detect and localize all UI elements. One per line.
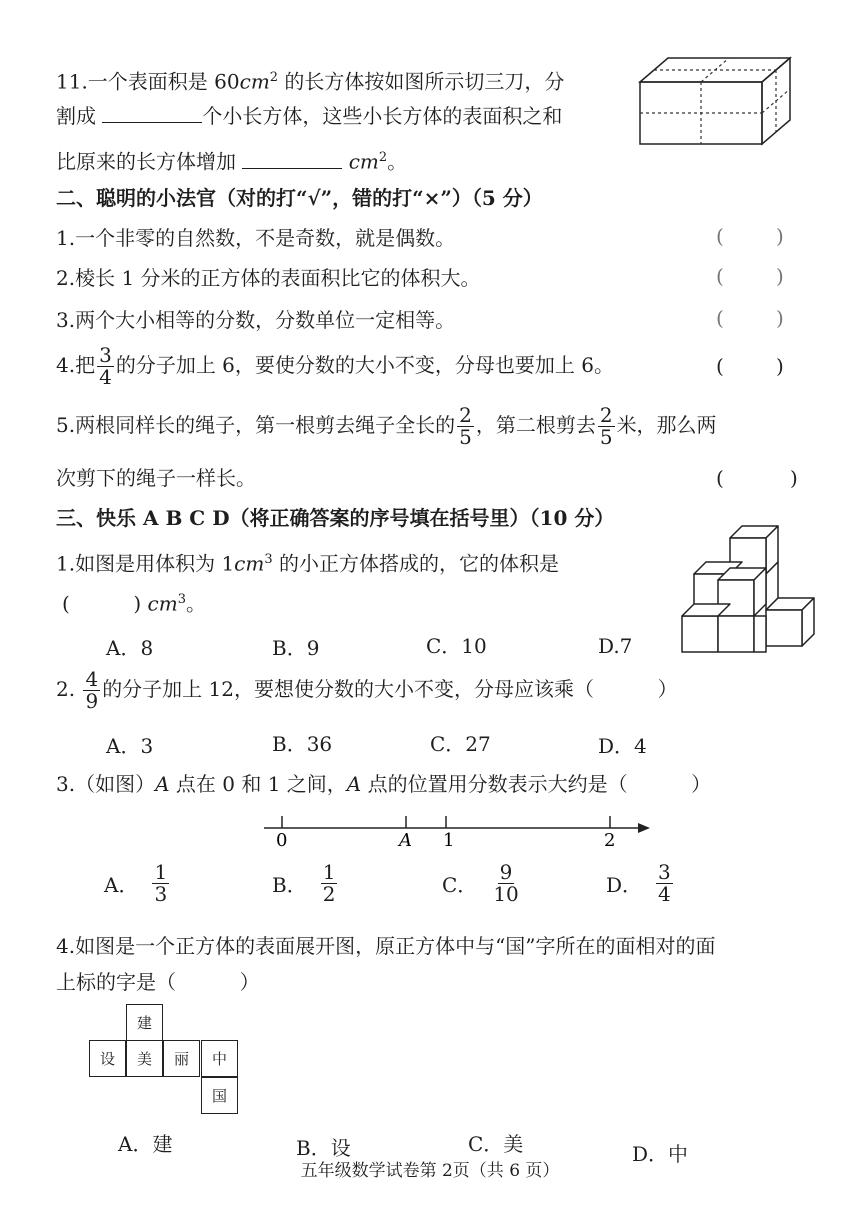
q11-blank-2[interactable] [242, 150, 342, 169]
s3-q1-line2-sup: 3 [177, 592, 186, 607]
s2-q4-b: 的分子加上 6，要使分数的大小不变，分母也要加上 6。 [115, 353, 614, 377]
s3-q2-option-c[interactable]: C．27 [430, 732, 491, 756]
s3-q3-option-b[interactable] [272, 862, 339, 905]
s3-q1-a: 1.如图是用体积为 1 [56, 551, 235, 576]
net-cell-row-4: 中 [201, 1040, 238, 1077]
s2-answer-paren-1-open[interactable]: ( [716, 224, 724, 248]
frac-num: 2 [459, 403, 472, 427]
frac-num: 9 [499, 860, 513, 884]
s3-q1-option-c[interactable]: C．10 [426, 634, 487, 658]
s3-q2-option-d[interactable]: D．4 [598, 734, 647, 758]
s3-q3-a: 3.（如图） [56, 772, 156, 796]
s3-q3-option-a[interactable] [104, 862, 171, 905]
s3-q1-sup: 3 [264, 552, 273, 567]
q11-line1 [56, 66, 564, 94]
q11-text-a: 11.一个表面积是 60 [56, 69, 240, 94]
s3-q2-text: 的分子加上 12，要想使分数的大小不变，分母应该乘（ ） [102, 677, 678, 701]
s2-q5-a: 5.两根同样长的绳子，第一根剪去绳子全长的 [56, 413, 456, 437]
frac-num: 1 [154, 860, 168, 884]
s3-q4-option-d[interactable]: D．中 [632, 1142, 689, 1166]
net-cell-row-2: 美 [126, 1040, 163, 1077]
s3-q3-b: 点在 0 和 1 之间， [169, 772, 347, 796]
opt-letter: A． [104, 873, 139, 897]
cuboid-cut-figure [636, 52, 796, 152]
s2-answer-paren-3-open[interactable]: ( [716, 306, 724, 330]
section2-heading: 二、聪明的小法官（对的打“√”，错的打“×”）（5 分） [56, 186, 543, 210]
frac-num: 3 [99, 343, 112, 367]
q11-line3-unit: cm [348, 149, 379, 174]
s3-q2-prefix: 2. [56, 677, 76, 701]
s3-q3-var-a2: A [346, 772, 362, 796]
frac-den: 5 [599, 425, 613, 449]
s3-q1-line2-end: 。 [186, 591, 206, 616]
opt-fraction [152, 862, 169, 905]
frac-den: 5 [459, 425, 472, 449]
s3-q3-option-c[interactable] [442, 862, 523, 905]
frac-num: 1 [322, 860, 336, 884]
s2-q5-b: ，第二根剪去 [475, 413, 596, 437]
s2-answer-paren-4-close[interactable]: ) [776, 354, 784, 378]
nl-label-a: A [399, 830, 412, 851]
q11-line2-b: 个小长方体，这些小长方体的表面积之和 [202, 104, 563, 128]
s3-q3-var-a: A [155, 772, 170, 796]
opt-letter: D． [606, 873, 643, 897]
frac-den: 4 [658, 882, 671, 906]
section3-heading: 三、快乐 A B C D（将正确答案的序号填在括号里）（10 分） [56, 506, 615, 530]
frac-den: 3 [154, 882, 168, 906]
q11-line3-a: 比原来的长方体增加 [56, 149, 236, 174]
s3-q2-option-a[interactable]: A．3 [106, 734, 154, 758]
s3-q1-line2-unit: cm [147, 591, 178, 616]
frac-den: 4 [99, 365, 112, 389]
s3-q1-line2 [62, 588, 206, 616]
fraction-4-9 [83, 669, 100, 712]
s3-q4-option-b[interactable]: B．设 [296, 1136, 351, 1160]
s3-q1-option-a[interactable]: A．8 [106, 636, 154, 660]
s3-q1-answer-paren[interactable]: ( ) [62, 591, 142, 616]
q11-line2 [56, 104, 562, 128]
q11-line3-end: 。 [387, 149, 408, 174]
frac-num: 4 [85, 667, 99, 691]
net-cell-row-1: 设 [89, 1040, 126, 1077]
page-footer: 五年级数学试卷第 2页（共 6 页） [300, 1161, 560, 1181]
fraction-3-4 [97, 345, 114, 388]
s3-q3 [56, 772, 711, 796]
cube-stack-figure [676, 516, 826, 658]
s3-q4-line1: 4.如图是一个正方体的表面展开图，原正方体中与“国”字所在的面相对的面 [56, 934, 716, 958]
net-cell-top: 建 [126, 1004, 163, 1041]
net-cell-row-3: 丽 [163, 1040, 200, 1077]
frac-num: 3 [658, 860, 671, 884]
s3-q3-c: 点的位置用分数表示大约是（ ） [361, 772, 712, 796]
s2-item-4 [56, 344, 614, 388]
s2-answer-paren-5-close[interactable]: ) [790, 466, 798, 490]
s3-q4-option-a[interactable]: A．建 [118, 1132, 173, 1156]
frac-num: 2 [599, 403, 613, 427]
q11-sup: 2 [269, 70, 279, 85]
opt-letter: C． [442, 873, 478, 897]
s3-q3-option-d[interactable] [606, 862, 675, 905]
q11-blank-1[interactable] [102, 104, 202, 123]
s2-answer-paren-2-close[interactable]: ) [776, 264, 784, 288]
s3-q2 [56, 668, 678, 712]
s2-item-5 [56, 404, 717, 448]
s2-item-5-line2: 次剪下的绳子一样长。 [56, 466, 256, 490]
s2-q5-c: 米，那么两 [616, 413, 717, 437]
fraction-2-5-a [457, 405, 474, 448]
net-cell-bottom: 国 [201, 1077, 238, 1114]
s2-answer-paren-1-close[interactable]: ) [776, 224, 784, 248]
fraction-2-5-b [598, 405, 615, 448]
s3-q2-option-b[interactable]: B．36 [272, 732, 333, 756]
opt-fraction [656, 862, 673, 905]
s3-q1-b: 的小正方体搭成的，它的体积是 [272, 551, 559, 576]
s2-q4-a: 4.把 [56, 353, 96, 377]
frac-den: 9 [85, 689, 99, 713]
q11-unit: cm [239, 69, 270, 94]
s2-answer-paren-4-open[interactable]: ( [716, 354, 724, 378]
opt-letter: B． [272, 873, 307, 897]
frac-den: 10 [493, 882, 519, 906]
nl-label-2: 2 [604, 830, 616, 851]
frac-den: 2 [322, 882, 336, 906]
q11-line3 [56, 146, 407, 174]
s2-item-3: 3.两个大小相等的分数，分数单位一定相等。 [56, 308, 456, 332]
nl-label-1: 1 [443, 830, 455, 851]
s2-answer-paren-5-open[interactable]: ( [716, 466, 724, 490]
s2-item-2: 2.棱长 1 分米的正方体的表面积比它的体积大。 [56, 266, 481, 290]
s3-q4-line2: 上标的字是（ ） [56, 970, 260, 994]
s3-q1-option-d[interactable]: D.7 [598, 634, 633, 658]
nl-label-0: 0 [276, 830, 288, 851]
opt-fraction [491, 862, 520, 905]
number-line [258, 812, 658, 852]
opt-fraction [321, 862, 338, 905]
s2-answer-paren-3-close[interactable]: ) [776, 306, 784, 330]
q11-text-b: 的长方体按如图所示切三刀，分 [278, 69, 565, 94]
s3-q1-option-b[interactable]: B．9 [272, 636, 320, 660]
s2-item-1: 1.一个非零的自然数，不是奇数，就是偶数。 [56, 226, 456, 250]
q11-line3-sup: 2 [378, 150, 388, 165]
q11-line2-a: 割成 [56, 104, 96, 128]
s3-q4-option-c[interactable]: C．美 [468, 1132, 524, 1156]
s3-q1-unit: cm [234, 551, 265, 576]
s2-answer-paren-2-open[interactable]: ( [716, 264, 724, 288]
s3-q1-line1 [56, 548, 559, 576]
